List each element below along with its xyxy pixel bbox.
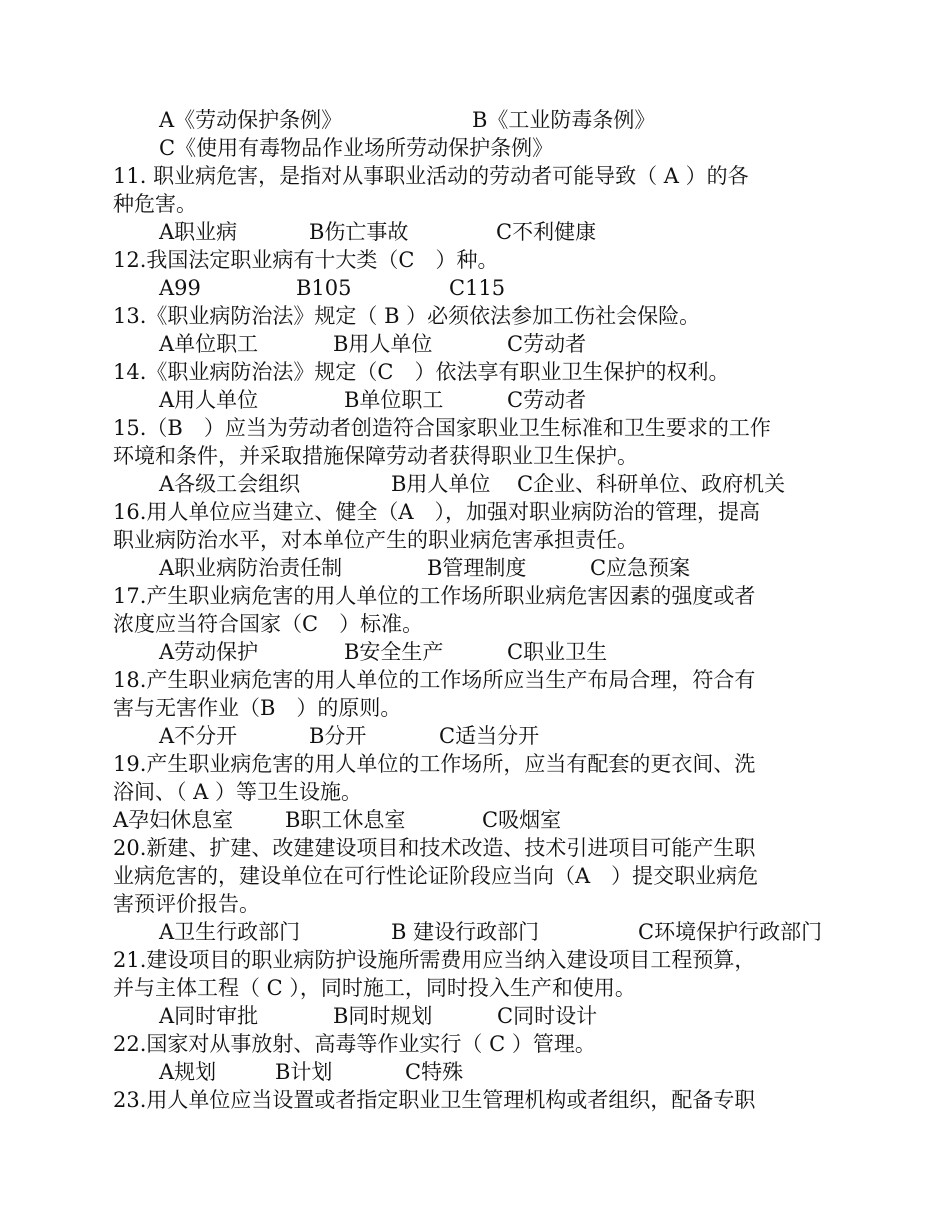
question-line: 职业病防治水平，对本单位产生的职业病危害承担责任。 [113,528,638,552]
question-line: 23.用人单位应当设置或者指定职业卫生管理机构或者组织，配备专职 [113,1088,756,1112]
question-line: 16.用人单位应当建立、健全（A ），加强对职业病防治的管理，提高 [113,500,761,524]
answer-option: A单位职工 [159,332,259,356]
answer-option: A规划 [159,1060,217,1084]
answer-option: B用人单位 [391,472,491,496]
question-line: 浴间、（ A ）等卫生设施。 [113,780,363,804]
answer-option: B 建设行政部门 [391,920,540,944]
answer-option: C吸烟室 [482,808,562,832]
answer-option: A卫生行政部门 [159,920,301,944]
answer-options-line [113,386,843,414]
answer-options-line [113,470,843,498]
answer-options-line [113,1058,843,1086]
answer-options-line [113,134,843,162]
answer-option: B伤亡事故 [309,220,409,244]
answer-option: B用人单位 [333,332,433,356]
answer-option: C不利健康 [496,220,597,244]
answer-options-line [113,1002,843,1030]
answer-option: C环境保护行政部门 [638,920,823,944]
question-line: 并与主体工程（ C ），同时施工，同时投入生产和使用。 [113,976,636,1000]
question-line: 浓度应当符合国家（C ）标准。 [113,612,424,636]
answer-option: C企业、科研单位、政府机关 [517,472,786,496]
answer-option: A职业病 [159,220,238,244]
question-line: 13.《职业病防治法》规定（ B ）必须依法参加工伤社会保险。 [113,304,701,328]
answer-options-line [113,106,843,134]
answer-option: A职业病防治责任制 [159,556,343,580]
answer-option: B职工休息室 [285,808,406,832]
question-line: 20.新建、扩建、改建建设项目和技术改造、技术引进项目可能产生职 [113,836,756,860]
answer-option: B管理制度 [427,556,527,580]
question-line: 业病危害的，建设单位在可行性论证阶段应当向（A ）提交职业病危 [113,864,759,888]
answer-options-line [113,638,843,666]
answer-option: C特殊 [405,1060,464,1084]
question-line: 害与无害作业（B ）的原则。 [113,696,402,720]
answer-options-line [113,806,843,834]
answer-option: C《使用有毒物品作业场所劳动保护条例》 [159,136,554,160]
answer-option: C同时设计 [497,1004,598,1028]
answer-options-line [113,274,843,302]
answer-option: A用人单位 [159,388,259,412]
answer-options-line [113,218,843,246]
question-line: 17.产生职业病危害的用人单位的工作场所职业病危害因素的强度或者 [113,584,756,608]
answer-option: C职业卫生 [507,640,608,664]
answer-option: A《劳动保护条例》 [159,108,343,132]
answer-options-line [113,918,843,946]
question-line: 18.产生职业病危害的用人单位的工作场所应当生产布局合理，符合有 [113,668,756,692]
answer-option: C115 [449,276,506,300]
answer-option: A劳动保护 [159,640,259,664]
answer-option: B同时规划 [333,1004,433,1028]
answer-option: C适当分开 [439,724,540,748]
answer-option: A各级工会组织 [159,472,301,496]
question-line: 21.建设项目的职业病防护设施所需费用应当纳入建设项目工程预算， [113,948,756,972]
answer-option: C应急预案 [590,556,691,580]
answer-option: B计划 [275,1060,333,1084]
answer-options-line [113,722,843,750]
answer-option: A同时审批 [159,1004,259,1028]
question-line: 12.我国法定职业病有十大类（C ）种。 [113,248,499,272]
document-page [113,106,843,1114]
answer-option: A不分开 [159,724,238,748]
question-line: 11. 职业病危害，是指对从事职业活动的劳动者可能导致（ A ）的各 [113,164,749,188]
answer-option: B安全生产 [344,640,444,664]
answer-option: B分开 [309,724,367,748]
answer-option: B105 [296,276,352,300]
answer-option: C劳动者 [507,332,587,356]
answer-option: B《工业防毒条例》 [472,108,656,132]
answer-options-line [113,554,843,582]
answer-option: A孕妇休息室 [113,808,234,832]
answer-option: C劳动者 [507,388,587,412]
answer-option: A99 [159,276,201,300]
question-line: 种危害。 [113,192,197,216]
answer-options-line [113,330,843,358]
question-line: 14.《职业病防治法》规定（C ）依法享有职业卫生保护的权利。 [113,360,730,384]
question-line: 19.产生职业病危害的用人单位的工作场所，应当有配套的更衣间、洗 [113,752,756,776]
question-line: 15.（B ）应当为劳动者创造符合国家职业卫生标准和卫生要求的工作 [113,416,771,440]
question-line: 害预评价报告。 [113,892,260,916]
question-line: 22.国家对从事放射、高毒等作业实行（ C ）管理。 [113,1032,596,1056]
question-line: 环境和条件，并采取措施保障劳动者获得职业卫生保护。 [113,444,638,468]
answer-option: B单位职工 [344,388,444,412]
